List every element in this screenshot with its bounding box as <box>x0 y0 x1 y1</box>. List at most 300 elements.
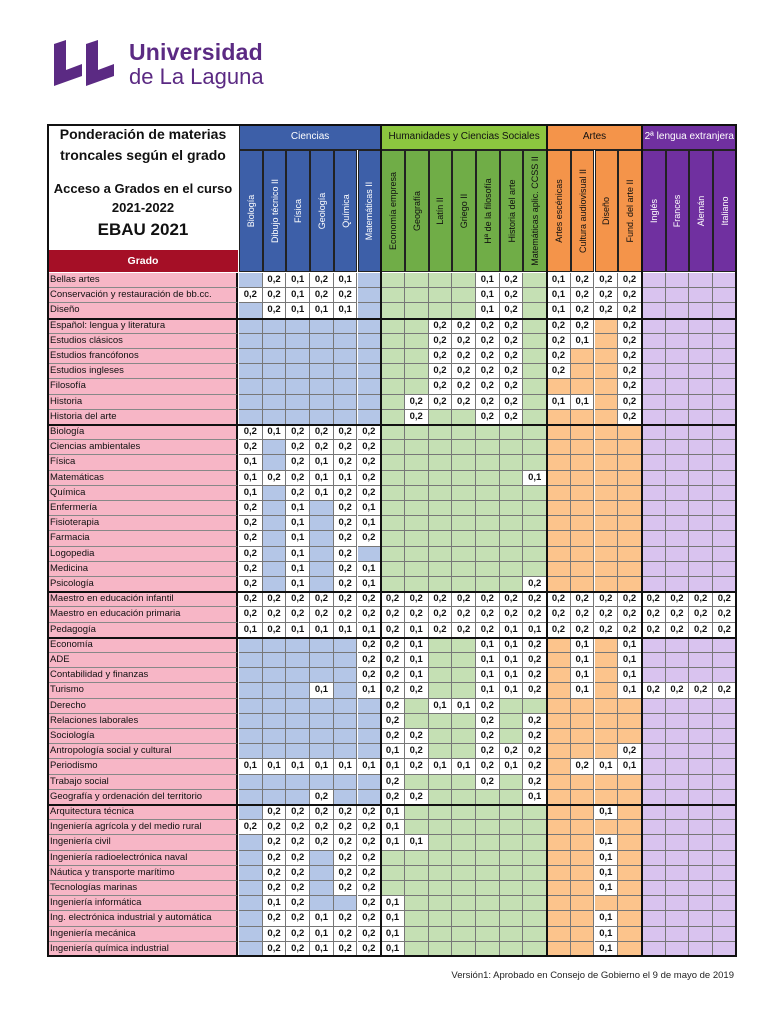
table-cell: 0,2 <box>358 486 382 501</box>
column-header-label: Fund. del arte II <box>625 179 636 243</box>
table-cell <box>689 805 713 820</box>
table-cell: 0,2 <box>263 623 287 638</box>
table-cell <box>713 911 737 926</box>
table-cell <box>310 866 334 881</box>
table-cell: 0,2 <box>666 607 690 622</box>
table-cell <box>523 547 547 562</box>
table-cell: 0,2 <box>239 820 263 835</box>
table-cell: 0,2 <box>571 623 595 638</box>
table-cell <box>618 455 642 470</box>
table-cell <box>689 638 713 653</box>
table-cell <box>642 425 666 440</box>
table-cell <box>405 455 429 470</box>
table-cell <box>523 911 547 926</box>
table-cell <box>358 395 382 410</box>
table-cell <box>618 820 642 835</box>
table-cell: 0,1 <box>476 273 500 288</box>
table-cell <box>618 516 642 531</box>
table-cell: 0,2 <box>618 410 642 425</box>
row-label: Farmacia <box>48 531 238 546</box>
table-cell <box>547 942 571 957</box>
table-cell <box>500 881 524 896</box>
table-cell <box>334 775 358 790</box>
table-cell <box>334 714 358 729</box>
table-cell <box>523 805 547 820</box>
table-cell <box>263 349 287 364</box>
table-cell <box>239 714 263 729</box>
table-cell: 0,2 <box>239 562 263 577</box>
table-cell: 0,2 <box>263 471 287 486</box>
table-cell <box>713 303 737 318</box>
table-cell <box>310 349 334 364</box>
table-cell <box>523 349 547 364</box>
table-cell <box>263 577 287 592</box>
table-cell <box>429 547 453 562</box>
table-cell <box>666 288 690 303</box>
table-cell <box>286 319 310 334</box>
table-cell <box>452 927 476 942</box>
table-cell <box>689 699 713 714</box>
table-cell: 0,2 <box>429 319 453 334</box>
table-cell: 0,1 <box>523 790 547 805</box>
column-header-label: Frances <box>672 194 683 228</box>
table-cell <box>452 835 476 850</box>
table-cell <box>689 577 713 592</box>
column-header-label: Matemáticas II <box>364 181 375 241</box>
table-cell: 0,2 <box>310 440 334 455</box>
table-cell: 0,2 <box>452 319 476 334</box>
table-cell <box>405 927 429 942</box>
table-cell: 0,2 <box>286 820 310 835</box>
table-cell <box>666 349 690 364</box>
table-cell: 0,2 <box>500 273 524 288</box>
row-label: Turismo <box>48 683 238 698</box>
table-cell: 0,2 <box>713 683 737 698</box>
table-cell: 0,2 <box>666 683 690 698</box>
table-cell: 0,1 <box>452 699 476 714</box>
row-label: Estudios clásicos <box>48 334 238 349</box>
table-cell <box>595 744 619 759</box>
table-cell <box>547 835 571 850</box>
table-cell <box>689 455 713 470</box>
table-cell <box>547 896 571 911</box>
table-cell: 0,2 <box>358 896 382 911</box>
table-cell <box>405 699 429 714</box>
table-cell <box>310 638 334 653</box>
table-cell <box>405 349 429 364</box>
table-cell <box>429 531 453 546</box>
table-cell <box>263 653 287 668</box>
table-cell <box>263 668 287 683</box>
table-cell <box>713 851 737 866</box>
table-cell <box>263 455 287 470</box>
table-cell: 0,2 <box>595 273 619 288</box>
table-cell <box>452 820 476 835</box>
table-cell: 0,2 <box>263 866 287 881</box>
table-cell: 0,2 <box>476 775 500 790</box>
table-cell <box>642 911 666 926</box>
table-cell: 0,2 <box>523 638 547 653</box>
column-header-label: Inglés <box>648 198 659 224</box>
table-cell <box>381 547 405 562</box>
table-cell <box>571 851 595 866</box>
table-cell <box>334 319 358 334</box>
column-header-label: Geología <box>316 192 327 230</box>
column-header <box>713 150 737 272</box>
table-cell <box>571 531 595 546</box>
table-cell <box>452 303 476 318</box>
row-label: Ingeniería química industrial <box>48 942 238 957</box>
table-cell: 0,2 <box>618 319 642 334</box>
table-cell <box>571 714 595 729</box>
table-cell <box>500 516 524 531</box>
table-cell <box>571 410 595 425</box>
table-cell: 0,2 <box>429 623 453 638</box>
table-cell: 0,2 <box>500 334 524 349</box>
table-cell <box>689 531 713 546</box>
table-cell: 0,1 <box>595 759 619 774</box>
table-cell <box>713 729 737 744</box>
table-cell: 0,2 <box>310 790 334 805</box>
table-cell <box>642 471 666 486</box>
table-cell: 0,2 <box>689 592 713 607</box>
table-cell: 0,2 <box>618 334 642 349</box>
table-cell <box>713 744 737 759</box>
table-cell <box>666 547 690 562</box>
table-cell <box>547 547 571 562</box>
table-cell <box>239 379 263 394</box>
table-cell: 0,2 <box>358 638 382 653</box>
table-cell <box>452 547 476 562</box>
table-cell <box>358 699 382 714</box>
table-cell <box>689 349 713 364</box>
table-cell <box>689 395 713 410</box>
table-cell <box>476 531 500 546</box>
table-cell <box>381 471 405 486</box>
table-cell <box>547 927 571 942</box>
table-cell: 0,2 <box>405 744 429 759</box>
table-cell <box>713 775 737 790</box>
table-cell: 0,2 <box>405 790 429 805</box>
table-cell: 0,2 <box>429 379 453 394</box>
table-cell <box>689 653 713 668</box>
table-cell <box>642 303 666 318</box>
table-cell: 0,2 <box>358 805 382 820</box>
table-cell: 0,2 <box>500 379 524 394</box>
table-cell <box>642 562 666 577</box>
table-cell <box>618 835 642 850</box>
table-cell <box>452 486 476 501</box>
table-cell <box>523 881 547 896</box>
table-cell <box>358 303 382 318</box>
table-cell: 0,2 <box>523 577 547 592</box>
table-cell <box>263 364 287 379</box>
table-cell <box>689 547 713 562</box>
row-label: Ingeniería civil <box>48 835 238 850</box>
table-cell <box>500 471 524 486</box>
table-cell <box>595 562 619 577</box>
table-cell <box>500 562 524 577</box>
table-cell: 0,2 <box>523 683 547 698</box>
table-cell <box>405 273 429 288</box>
table-cell <box>571 547 595 562</box>
table-cell <box>642 775 666 790</box>
table-cell: 0,2 <box>476 379 500 394</box>
table-cell: 0,2 <box>595 623 619 638</box>
table-cell <box>310 319 334 334</box>
table-cell: 0,1 <box>263 896 287 911</box>
table-cell <box>713 395 737 410</box>
table-cell: 0,2 <box>310 592 334 607</box>
page-title: Ponderación de materias troncales según el grado <box>59 126 227 163</box>
table-cell: 0,2 <box>713 592 737 607</box>
table-cell: 0,2 <box>571 592 595 607</box>
table-cell <box>595 379 619 394</box>
table-cell <box>523 851 547 866</box>
row-label: Física <box>48 455 238 470</box>
column-header <box>500 150 524 272</box>
table-cell: 0,2 <box>263 607 287 622</box>
table-cell: 0,1 <box>286 516 310 531</box>
table-cell: 0,2 <box>571 303 595 318</box>
table-cell <box>286 395 310 410</box>
table-cell <box>666 744 690 759</box>
column-header <box>405 150 429 272</box>
table-cell <box>239 364 263 379</box>
table-cell: 0,1 <box>286 547 310 562</box>
table-cell <box>452 896 476 911</box>
table-cell <box>666 896 690 911</box>
table-cell <box>239 805 263 820</box>
table-cell <box>405 440 429 455</box>
table-cell: 0,1 <box>476 653 500 668</box>
table-cell <box>452 273 476 288</box>
table-cell: 0,1 <box>571 683 595 698</box>
table-cell: 0,1 <box>310 942 334 957</box>
table-cell <box>500 835 524 850</box>
table-cell <box>239 319 263 334</box>
table-cell <box>666 668 690 683</box>
table-cell <box>500 729 524 744</box>
table-cell: 0,2 <box>500 288 524 303</box>
table-cell <box>358 364 382 379</box>
table-cell: 0,2 <box>358 425 382 440</box>
table-cell <box>523 334 547 349</box>
table-cell <box>642 942 666 957</box>
table-cell <box>523 455 547 470</box>
table-cell: 0,1 <box>595 805 619 820</box>
table-cell <box>689 896 713 911</box>
table-cell <box>523 273 547 288</box>
table-cell: 0,2 <box>334 486 358 501</box>
table-cell <box>618 881 642 896</box>
table-cell <box>429 744 453 759</box>
table-cell: 0,1 <box>571 395 595 410</box>
table-cell <box>689 820 713 835</box>
table-cell: 0,2 <box>500 744 524 759</box>
table-cell <box>334 638 358 653</box>
table-cell <box>263 744 287 759</box>
table-cell <box>689 927 713 942</box>
table-cell <box>689 881 713 896</box>
table-cell: 0,2 <box>547 319 571 334</box>
column-header-label: Latín II <box>435 197 446 225</box>
table-cell <box>523 896 547 911</box>
table-cell: 0,2 <box>476 364 500 379</box>
row-label: Bellas artes <box>48 273 238 288</box>
table-cell <box>500 942 524 957</box>
table-cell: 0,2 <box>358 531 382 546</box>
table-cell <box>642 547 666 562</box>
table-cell <box>642 866 666 881</box>
table-cell <box>571 471 595 486</box>
table-cell <box>405 562 429 577</box>
table-cell <box>381 881 405 896</box>
table-cell <box>642 349 666 364</box>
table-cell: 0,2 <box>618 303 642 318</box>
table-cell <box>523 866 547 881</box>
table-cell: 0,2 <box>547 334 571 349</box>
table-cell <box>642 516 666 531</box>
table-cell <box>358 349 382 364</box>
table-cell <box>381 273 405 288</box>
row-label: Antropología social y cultural <box>48 744 238 759</box>
table-cell: 0,2 <box>381 592 405 607</box>
table-cell <box>642 334 666 349</box>
column-header <box>523 150 547 272</box>
table-cell <box>618 577 642 592</box>
table-cell <box>595 714 619 729</box>
table-cell <box>263 638 287 653</box>
grado-header: Grado <box>48 250 238 272</box>
table-cell: 0,2 <box>310 607 334 622</box>
table-cell <box>666 638 690 653</box>
row-group-separator <box>47 424 737 426</box>
table-cell <box>405 303 429 318</box>
table-cell: 0,2 <box>405 592 429 607</box>
table-cell: 0,1 <box>334 623 358 638</box>
table-cell <box>571 364 595 379</box>
table-cell <box>523 379 547 394</box>
table-cell <box>713 820 737 835</box>
table-cell <box>618 547 642 562</box>
table-cell <box>310 334 334 349</box>
table-cell: 0,2 <box>263 288 287 303</box>
table-cell <box>689 911 713 926</box>
table-cell <box>405 501 429 516</box>
table-cell <box>452 425 476 440</box>
table-cell <box>642 440 666 455</box>
table-cell: 0,1 <box>547 288 571 303</box>
table-cell: 0,2 <box>263 881 287 896</box>
table-cell: 0,1 <box>381 911 405 926</box>
table-cell <box>452 790 476 805</box>
table-cell <box>358 547 382 562</box>
table-cell: 0,1 <box>595 866 619 881</box>
table-cell: 0,2 <box>334 942 358 957</box>
column-header-label: Química <box>340 194 351 228</box>
table-cell <box>381 288 405 303</box>
table-cell: 0,1 <box>381 744 405 759</box>
table-cell <box>405 288 429 303</box>
table-cell <box>618 501 642 516</box>
table-cell <box>239 729 263 744</box>
column-header-label: Diseño <box>601 196 612 226</box>
table-cell <box>239 927 263 942</box>
table-cell <box>358 714 382 729</box>
table-cell: 0,1 <box>334 303 358 318</box>
table-cell <box>642 790 666 805</box>
table-cell <box>689 410 713 425</box>
table-cell <box>666 273 690 288</box>
table-cell: 0,2 <box>405 729 429 744</box>
table-cell <box>689 866 713 881</box>
table-cell <box>500 425 524 440</box>
table-cell: 0,1 <box>595 911 619 926</box>
table-cell <box>666 379 690 394</box>
table-cell <box>523 303 547 318</box>
table-cell <box>689 440 713 455</box>
table-cell: 0,2 <box>286 455 310 470</box>
table-cell <box>713 653 737 668</box>
table-cell <box>452 531 476 546</box>
table-cell <box>571 866 595 881</box>
table-cell <box>310 501 334 516</box>
table-cell: 0,2 <box>595 303 619 318</box>
table-cell: 0,2 <box>263 927 287 942</box>
table-cell: 0,1 <box>358 501 382 516</box>
table-cell <box>239 273 263 288</box>
table-cell: 0,2 <box>381 653 405 668</box>
table-cell: 0,2 <box>689 607 713 622</box>
table-cell <box>452 942 476 957</box>
row-group-separator <box>47 637 737 639</box>
table-cell <box>595 364 619 379</box>
table-cell <box>547 729 571 744</box>
table-cell <box>571 349 595 364</box>
table-cell: 0,2 <box>595 288 619 303</box>
table-cell <box>666 729 690 744</box>
table-cell: 0,2 <box>334 531 358 546</box>
table-cell: 0,1 <box>381 820 405 835</box>
table-cell <box>381 501 405 516</box>
table-cell: 0,1 <box>500 638 524 653</box>
table-cell <box>713 410 737 425</box>
table-cell: 0,1 <box>500 653 524 668</box>
table-cell <box>547 668 571 683</box>
table-cell <box>571 881 595 896</box>
table-cell: 0,1 <box>476 638 500 653</box>
table-cell: 0,1 <box>286 531 310 546</box>
table-cell <box>334 410 358 425</box>
row-label: Filosofía <box>48 379 238 394</box>
table-cell <box>666 516 690 531</box>
table-cell <box>358 379 382 394</box>
table-cell: 0,1 <box>476 668 500 683</box>
table-cell <box>642 501 666 516</box>
table-cell <box>405 425 429 440</box>
column-header <box>239 150 263 272</box>
table-cell <box>713 577 737 592</box>
table-cell: 0,1 <box>381 927 405 942</box>
table-cell: 0,2 <box>523 775 547 790</box>
table-cell <box>334 729 358 744</box>
column-header-label: Matemáticas aplic. CCSS II <box>530 156 541 266</box>
table-cell <box>429 805 453 820</box>
table-cell <box>523 486 547 501</box>
table-cell <box>263 562 287 577</box>
table-cell: 0,2 <box>405 395 429 410</box>
